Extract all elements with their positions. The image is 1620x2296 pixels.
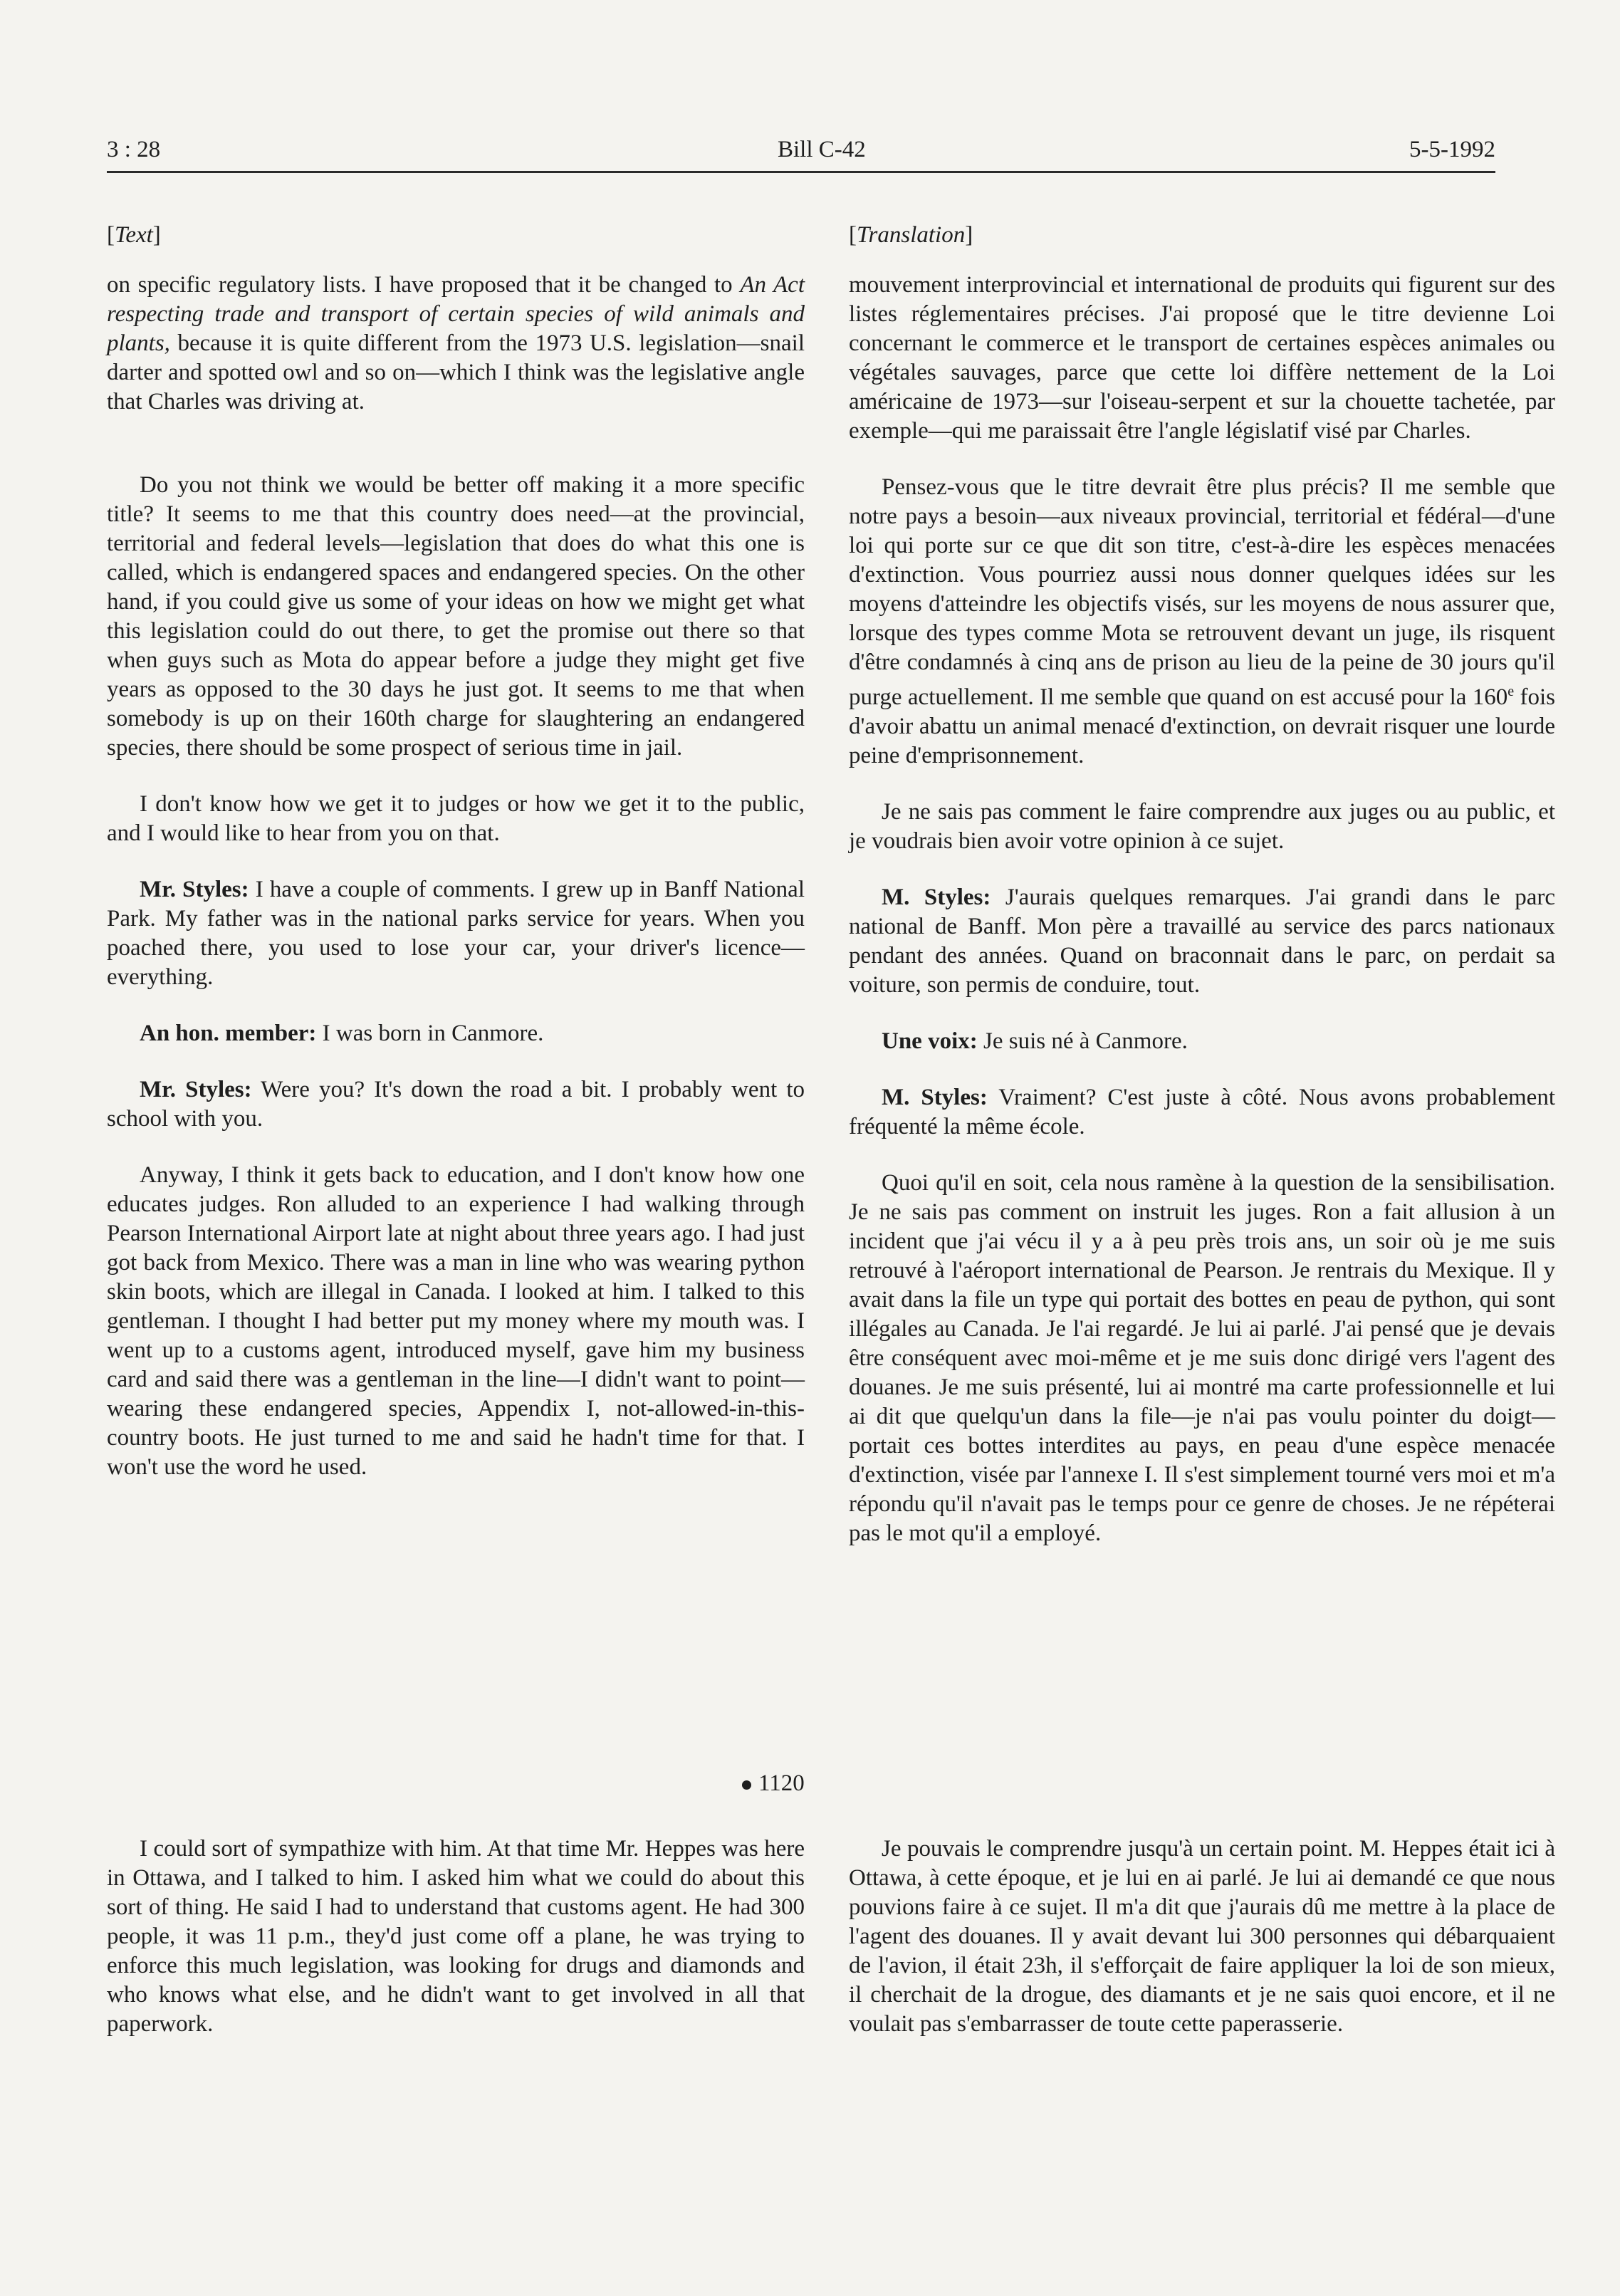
speaker-name: M. Styles: xyxy=(882,1085,988,1110)
time-marker-value: 1120 xyxy=(758,1770,805,1796)
french-column-lower xyxy=(849,1835,1555,2039)
english-paragraph-5: An hon. member: I was born in Canmore. xyxy=(140,1021,544,1046)
time-marker xyxy=(742,1770,805,1797)
text-label: Text xyxy=(115,222,153,248)
french-paragraph-6: M. Styles: Vraiment? C'est juste à côté. Nous avons probablement fréquenté la même école. xyxy=(849,1085,1556,1139)
english-column-lower xyxy=(107,1835,805,2039)
act-title: An Act respecting trade and transport of certain species of wild animals and plants, xyxy=(107,272,805,356)
french-paragraph-7: Quoi qu'il en soit, cela nous ramène à la question de la sensibilisation. Je ne sais pas comment on instruit les juges. Ron a fait allusion à un incident que j'ai vécu il y a à peu près trois ans, un soir où je me suis retrouvé à l'aéroport international de Pearson. Je rentrais du Mexique. Il y avait dans la file un type qui portait des bottes en peau de python, qui sont illégales au Canada. Je l'ai regardé. Je lui ai parlé. J'ai pensé que je devais être conséquent avec moi-même et je me suis donc dirigé vers l'agent des douanes. Je me suis présenté, lui ai montré ma carte professionnelle et lui ai dit que quelqu'un dans la file—je n'ai pas voulu pointer du doigt—portait ces bottes interdites au pays, en peau d'une espèce menacée d'extinction, visée par l'annexe I. Il s'est simplement tourné vers moi et m'a répondu qu'il n'avait pas le temps pour ce genre de choses. Je ne répéterai pas le mot qu'il a employé. xyxy=(849,1170,1555,1546)
french-paragraph-3: Je ne sais pas comment le faire comprendre aux juges ou au public, et je voudrais bien avoir votre opinion à ce sujet. xyxy=(849,799,1555,854)
english-paragraph-2: Do you not think we would be better off making it a more specific title? It seems to me that this country does need—at the provincial, territorial and federal levels—legislation that does do what this one is called, which is endangered spaces and endangered species. On the other hand, if you could give us some of your ideas on how we might get what this legislation could do out there, to get the promise out there so that when guys such as Mota do appear before a judge they might get five years as opposed to the 30 days he just got. It seems to me that when somebody is up on their 160th charge for slaughtering an endangered species, there should be some prospect of serious time in jail. xyxy=(107,472,805,761)
speaker-name: M. Styles: xyxy=(882,885,991,910)
sitting-date: 5-5-1992 xyxy=(1409,137,1495,162)
bill-title: Bill C-42 xyxy=(778,137,866,162)
french-paragraph-1: mouvement interprovincial et international de produits qui figurent sur des listes réglementaires précises. J'ai proposé que le titre devienne Loi concernant le commerce et le transport de certaines espèces animales ou végétales sauvages, parce que cette loi diffère nettement de la Loi américaine de 1973—sur l'oiseau-serpent et sur la chouette tachetée, par exemple—qui me paraissait être l'angle législatif visé par Charles. xyxy=(849,272,1555,444)
text-column-label: [Text] xyxy=(107,222,161,248)
french-column xyxy=(849,271,1555,1548)
english-paragraph-6: Mr. Styles: Were you? It's down the road a bit. I probably went to school with you. xyxy=(107,1077,805,1132)
french-paragraph-5: Une voix: Je suis né à Canmore. xyxy=(882,1028,1188,1054)
translation-column-label: [Translation] xyxy=(849,222,973,248)
english-paragraph-8: I could sort of sympathize with him. At that time Mr. Heppes was here in Ottawa, and I talked to him. I asked him what we could do about this sort of thing. He said I had to understand that customs agent. He had 300 people, it was 11 p.m., they'd just come off a plane, he was trying to enforce this much legislation, was looking for drugs and diamonds and who knows what else, and he didn't want to get involved in all that paperwork. xyxy=(107,1836,805,2037)
speaker-name: An hon. member: xyxy=(140,1021,317,1046)
speaker-name: Mr. Styles: xyxy=(140,877,249,902)
french-paragraph-2: Pensez-vous que le titre devrait être plus précis? Il me semble que notre pays a besoin—aux niveaux provincial, territorial et fédéral—d'une loi qui porte sur ce que dit son titre, c'est-à-dire les espèces menacées d'extinction. Vous pourriez aussi nous donner quelques idées sur les moyens d'atteindre les objectifs visés, sur les moyens de nous assurer que, lorsque des types comme Mota se retrouvent devant un juge, ils risquent d'être condamnés à cinq ans de prison au lieu de la peine de 30 jours qu'il purge actuellement. Il me semble que quand on est accusé pour la 160e fois d'avoir abattu un animal menacé d'extinction, on devrait risquer une lourde peine d'emprisonnement. xyxy=(849,474,1556,768)
speaker-name: Mr. Styles: xyxy=(140,1077,252,1102)
page-header xyxy=(107,134,1495,173)
french-paragraph-8: Je pouvais le comprendre jusqu'à un certain point. M. Heppes était ici à Ottawa, à cette époque, et je lui en ai parlé. Je lui ai demandé ce que nous pouvions faire à ce sujet. Il m'a dit que j'aurais dû me mettre à la place de l'agent des douanes. Il y avait devant lui 300 personnes qui débarquaient de l'avion, il était 23h, il s'efforçait de faire appliquer la loi de son mieux, il cherchait de la drogue, des diamants et je ne sais quoi encore, et il ne voulait pas s'embarrasser de toute cette paperasserie. xyxy=(849,1836,1555,2037)
bullet-icon xyxy=(742,1780,751,1790)
english-column xyxy=(107,271,805,1482)
english-paragraph-1: on specific regulatory lists. I have proposed that it be changed to An Act respecting trade and transport of certain species of wild animals and plants, because it is quite different from the 1973 U.S. legislation—snail darter and spotted owl and so on—which I think was the legislative angle that Charles was driving at. xyxy=(107,272,805,414)
speaker-name: Une voix: xyxy=(882,1028,978,1054)
english-paragraph-4: Mr. Styles: I have a couple of comments. I grew up in Banff National Park. My father was in the national parks service for years. When you poached there, you used to lose your car, your driver's licence—everything. xyxy=(107,877,805,990)
english-paragraph-3: I don't know how we get it to judges or how we get it to the public, and I would like to hear from you on that. xyxy=(107,791,805,846)
translation-label: Translation xyxy=(857,222,966,248)
english-paragraph-7: Anyway, I think it gets back to education, and I don't know how one educates judges. Ron alluded to an experience I had walking through Pearson International Airport late at night about three years ago. I had just got back from Mexico. There was a man in line who was wearing python skin boots, which are illegal in Canada. I looked at him. I talked to this gentleman. I thought I had better put my money where my mouth was. I went up to a customs agent, introduced myself, gave him my business card and said there was a gentleman in the line—I didn't want to point—wearing these endangered species, Appendix I, not-allowed-in-this-country boots. He just turned to me and said he hadn't time for that. I won't use the word he used. xyxy=(107,1162,805,1480)
french-paragraph-4: M. Styles: J'aurais quelques remarques. J'ai grandi dans le parc national de Banff. Mon père a travaillé au service des parcs nationaux pendant des années. Quand on braconnait dans le parc, on perdait sa voiture, son permis de conduire, tout. xyxy=(849,885,1555,998)
page-number: 3 : 28 xyxy=(107,137,161,162)
